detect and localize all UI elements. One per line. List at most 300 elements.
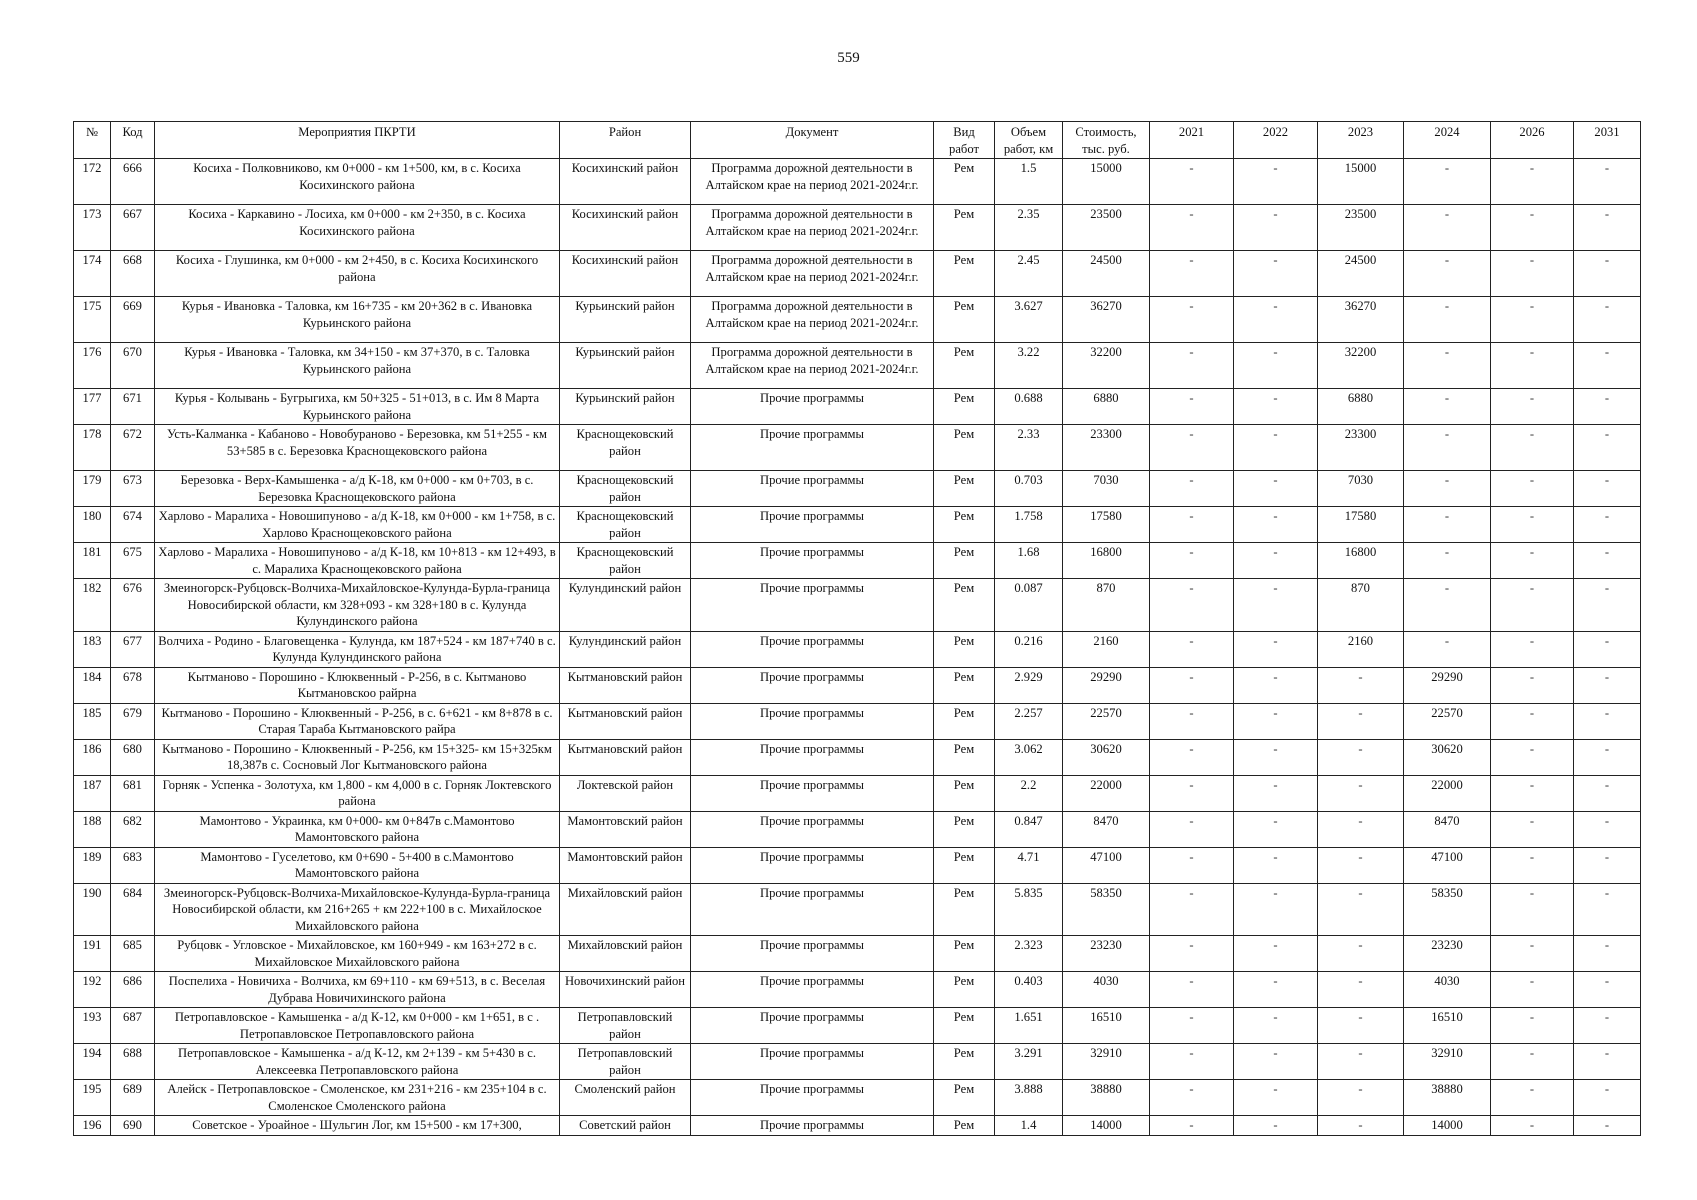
cell-2031: - — [1574, 739, 1641, 775]
cell-document: Прочие программы — [691, 543, 934, 579]
cell-cost: 30620 — [1063, 739, 1150, 775]
cell-2022: - — [1234, 579, 1318, 632]
cell-cost: 38880 — [1063, 1080, 1150, 1116]
header-2026: 2026 — [1491, 122, 1574, 159]
cell-work-type: Рем — [934, 1044, 995, 1080]
cell-document: Программа дорожной деятельности в Алтайском крае на период 2021-2024г.г. — [691, 297, 934, 343]
cell-district: Кулундинский район — [560, 579, 691, 632]
cell-2024: - — [1404, 507, 1491, 543]
cell-work-type: Рем — [934, 507, 995, 543]
cell-2026: - — [1491, 507, 1574, 543]
header-2031: 2031 — [1574, 122, 1641, 159]
cell-volume: 0.688 — [995, 389, 1063, 425]
cell-2024: - — [1404, 425, 1491, 471]
cell-2024: 47100 — [1404, 847, 1491, 883]
cell-2023: - — [1318, 1008, 1404, 1044]
cell-cost: 16800 — [1063, 543, 1150, 579]
cell-2026: - — [1491, 579, 1574, 632]
cell-code: 686 — [111, 972, 155, 1008]
cell-2031: - — [1574, 297, 1641, 343]
cell-num: 177 — [74, 389, 111, 425]
cell-2021: - — [1150, 543, 1234, 579]
cell-2021: - — [1150, 471, 1234, 507]
cell-2022: - — [1234, 1044, 1318, 1080]
cell-document: Программа дорожной деятельности в Алтайском крае на период 2021-2024г.г. — [691, 159, 934, 205]
cell-2026: - — [1491, 471, 1574, 507]
cell-work-type: Рем — [934, 847, 995, 883]
header-num: № — [74, 122, 111, 159]
cell-cost: 32200 — [1063, 343, 1150, 389]
cell-work-type: Рем — [934, 1116, 995, 1136]
cell-document: Прочие программы — [691, 703, 934, 739]
cell-work-type: Рем — [934, 205, 995, 251]
cell-cost: 23230 — [1063, 936, 1150, 972]
cell-work-type: Рем — [934, 811, 995, 847]
cell-2022: - — [1234, 811, 1318, 847]
cell-2026: - — [1491, 343, 1574, 389]
cell-2031: - — [1574, 343, 1641, 389]
cell-work-type: Рем — [934, 159, 995, 205]
cell-district: Кулундинский район — [560, 631, 691, 667]
cell-2026: - — [1491, 703, 1574, 739]
cell-2024: 32910 — [1404, 1044, 1491, 1080]
cell-cost: 47100 — [1063, 847, 1150, 883]
cell-num: 181 — [74, 543, 111, 579]
cell-2021: - — [1150, 507, 1234, 543]
cell-document: Прочие программы — [691, 1044, 934, 1080]
cell-code: 687 — [111, 1008, 155, 1044]
cell-district: Новочихинский район — [560, 972, 691, 1008]
cell-num: 192 — [74, 972, 111, 1008]
cell-2022: - — [1234, 471, 1318, 507]
cell-event: Харлово - Маралиха - Новошипуново - а/д К-18, км 10+813 - км 12+493, в с. Маралиха Краснощековского района — [155, 543, 560, 579]
table-row — [74, 1044, 1641, 1080]
cell-2023: 24500 — [1318, 251, 1404, 297]
cell-document: Программа дорожной деятельности в Алтайском крае на период 2021-2024г.г. — [691, 343, 934, 389]
cell-2023: 6880 — [1318, 389, 1404, 425]
table-row — [74, 667, 1641, 703]
cell-2023: - — [1318, 1044, 1404, 1080]
cell-code: 680 — [111, 739, 155, 775]
cell-2021: - — [1150, 1116, 1234, 1136]
cell-volume: 2.2 — [995, 775, 1063, 811]
cell-2021: - — [1150, 703, 1234, 739]
cell-event: Горняк - Успенка - Золотуха, км 1,800 - км 4,000 в с. Горняк Локтевского района — [155, 775, 560, 811]
cell-2023: - — [1318, 667, 1404, 703]
cell-2021: - — [1150, 1008, 1234, 1044]
cell-2031: - — [1574, 775, 1641, 811]
cell-event: Косиха - Каркавино - Лосиха, км 0+000 - км 2+350, в с. Косиха Косихинского района — [155, 205, 560, 251]
cell-event: Кытманово - Порошино - Клюквенный - Р-256, в с. Кытманово Кытмановскоо райрна — [155, 667, 560, 703]
cell-code: 667 — [111, 205, 155, 251]
cell-cost: 16510 — [1063, 1008, 1150, 1044]
table-row — [74, 703, 1641, 739]
cell-2021: - — [1150, 631, 1234, 667]
cell-2024: 38880 — [1404, 1080, 1491, 1116]
cell-event: Змеиногорск-Рубцовск-Волчиха-Михайловское-Кулунда-Бурла-граница Новосибирской области, км 216+265 + км 222+100 в с. Михайлоское Михайловского района — [155, 883, 560, 936]
cell-cost: 17580 — [1063, 507, 1150, 543]
table-row — [74, 297, 1641, 343]
cell-volume: 3.062 — [995, 739, 1063, 775]
cell-2026: - — [1491, 1044, 1574, 1080]
cell-district: Краснощековский район — [560, 507, 691, 543]
cell-cost: 24500 — [1063, 251, 1150, 297]
cell-2024: - — [1404, 251, 1491, 297]
cell-event: Харлово - Маралиха - Новошипуново - а/д К-18, км 0+000 - км 1+758, в с. Харлово Краснощековского района — [155, 507, 560, 543]
cell-district: Михайловский район — [560, 883, 691, 936]
cell-num: 174 — [74, 251, 111, 297]
cell-volume: 5.835 — [995, 883, 1063, 936]
cell-2023: - — [1318, 883, 1404, 936]
cell-2031: - — [1574, 159, 1641, 205]
cell-work-type: Рем — [934, 936, 995, 972]
cell-volume: 2.257 — [995, 703, 1063, 739]
cell-volume: 2.35 — [995, 205, 1063, 251]
cell-volume: 0.403 — [995, 972, 1063, 1008]
cell-work-type: Рем — [934, 425, 995, 471]
cell-document: Прочие программы — [691, 1080, 934, 1116]
cell-work-type: Рем — [934, 703, 995, 739]
cell-volume: 1.651 — [995, 1008, 1063, 1044]
cell-2024: - — [1404, 543, 1491, 579]
table-header-row — [74, 122, 1641, 159]
cell-2024: - — [1404, 579, 1491, 632]
cell-2023: 7030 — [1318, 471, 1404, 507]
cell-2031: - — [1574, 667, 1641, 703]
cell-2026: - — [1491, 1008, 1574, 1044]
cell-district: Локтевской район — [560, 775, 691, 811]
cell-2024: 4030 — [1404, 972, 1491, 1008]
cell-2031: - — [1574, 631, 1641, 667]
cell-code: 666 — [111, 159, 155, 205]
cell-work-type: Рем — [934, 343, 995, 389]
cell-2023: 23500 — [1318, 205, 1404, 251]
cell-2021: - — [1150, 425, 1234, 471]
cell-2024: 29290 — [1404, 667, 1491, 703]
cell-code: 683 — [111, 847, 155, 883]
cell-code: 677 — [111, 631, 155, 667]
cell-2031: - — [1574, 936, 1641, 972]
header-2022: 2022 — [1234, 122, 1318, 159]
cell-document: Прочие программы — [691, 972, 934, 1008]
cell-num: 183 — [74, 631, 111, 667]
cell-num: 184 — [74, 667, 111, 703]
cell-2026: - — [1491, 1116, 1574, 1136]
cell-volume: 1.4 — [995, 1116, 1063, 1136]
header-2023: 2023 — [1318, 122, 1404, 159]
cell-document: Прочие программы — [691, 1008, 934, 1044]
cell-2021: - — [1150, 739, 1234, 775]
cell-work-type: Рем — [934, 471, 995, 507]
cell-event: Петропавловское - Камышенка - а/д К-12, км 0+000 - км 1+651, в с . Петропавловское Петропавловского района — [155, 1008, 560, 1044]
cell-cost: 23500 — [1063, 205, 1150, 251]
cell-2021: - — [1150, 972, 1234, 1008]
cell-district: Смоленский район — [560, 1080, 691, 1116]
cell-code: 668 — [111, 251, 155, 297]
cell-2031: - — [1574, 251, 1641, 297]
cell-num: 178 — [74, 425, 111, 471]
header-document: Документ — [691, 122, 934, 159]
cell-volume: 3.291 — [995, 1044, 1063, 1080]
cell-2022: - — [1234, 631, 1318, 667]
cell-2023: 17580 — [1318, 507, 1404, 543]
cell-district: Косихинский район — [560, 251, 691, 297]
cell-2023: - — [1318, 811, 1404, 847]
cell-num: 191 — [74, 936, 111, 972]
cell-2024: - — [1404, 631, 1491, 667]
cell-cost: 2160 — [1063, 631, 1150, 667]
cell-2026: - — [1491, 739, 1574, 775]
cell-2022: - — [1234, 1116, 1318, 1136]
cell-volume: 1.758 — [995, 507, 1063, 543]
cell-code: 675 — [111, 543, 155, 579]
cell-code: 682 — [111, 811, 155, 847]
table-row — [74, 343, 1641, 389]
cell-volume: 2.929 — [995, 667, 1063, 703]
header-work-type: Вид работ — [934, 122, 995, 159]
cell-2021: - — [1150, 579, 1234, 632]
cell-2026: - — [1491, 425, 1574, 471]
cell-num: 185 — [74, 703, 111, 739]
cell-work-type: Рем — [934, 389, 995, 425]
cell-event: Курья - Ивановка - Таловка, км 34+150 - км 37+370, в с. Таловка Курьинского района — [155, 343, 560, 389]
cell-document: Прочие программы — [691, 667, 934, 703]
table-row — [74, 579, 1641, 632]
cell-code: 679 — [111, 703, 155, 739]
cell-2031: - — [1574, 1116, 1641, 1136]
cell-2026: - — [1491, 775, 1574, 811]
cell-num: 172 — [74, 159, 111, 205]
cell-2031: - — [1574, 1044, 1641, 1080]
table-row — [74, 425, 1641, 471]
cell-2026: - — [1491, 667, 1574, 703]
cell-event: Рубцовк - Угловское - Михайловское, км 160+949 - км 163+272 в с. Михайловское Михайловского района — [155, 936, 560, 972]
cell-district: Михайловский район — [560, 936, 691, 972]
cell-code: 690 — [111, 1116, 155, 1136]
cell-2031: - — [1574, 1008, 1641, 1044]
cell-2031: - — [1574, 471, 1641, 507]
cell-2022: - — [1234, 847, 1318, 883]
header-2021: 2021 — [1150, 122, 1234, 159]
cell-2023: - — [1318, 847, 1404, 883]
cell-district: Петропавловский район — [560, 1008, 691, 1044]
cell-2021: - — [1150, 775, 1234, 811]
cell-district: Косихинский район — [560, 205, 691, 251]
cell-code: 684 — [111, 883, 155, 936]
cell-num: 195 — [74, 1080, 111, 1116]
cell-2021: - — [1150, 936, 1234, 972]
cell-num: 186 — [74, 739, 111, 775]
cell-document: Прочие программы — [691, 507, 934, 543]
cell-2021: - — [1150, 811, 1234, 847]
cell-cost: 7030 — [1063, 471, 1150, 507]
cell-code: 674 — [111, 507, 155, 543]
cell-2022: - — [1234, 159, 1318, 205]
cell-2022: - — [1234, 343, 1318, 389]
cell-2024: 8470 — [1404, 811, 1491, 847]
cell-2022: - — [1234, 739, 1318, 775]
cell-district: Курьинский район — [560, 389, 691, 425]
cell-document: Прочие программы — [691, 847, 934, 883]
table-row — [74, 205, 1641, 251]
cell-2031: - — [1574, 579, 1641, 632]
cell-num: 196 — [74, 1116, 111, 1136]
cell-work-type: Рем — [934, 251, 995, 297]
cell-num: 182 — [74, 579, 111, 632]
cell-2022: - — [1234, 775, 1318, 811]
cell-document: Прочие программы — [691, 739, 934, 775]
cell-2022: - — [1234, 703, 1318, 739]
cell-2024: 14000 — [1404, 1116, 1491, 1136]
cell-2026: - — [1491, 251, 1574, 297]
cell-event: Усть-Калманка - Кабаново - Новобураново - Березовка, км 51+255 - км 53+585 в с. Березовка Краснощековского района — [155, 425, 560, 471]
cell-2021: - — [1150, 205, 1234, 251]
header-district: Район — [560, 122, 691, 159]
cell-2026: - — [1491, 1080, 1574, 1116]
cell-code: 678 — [111, 667, 155, 703]
cell-district: Краснощековский район — [560, 471, 691, 507]
cell-event: Кытманово - Порошино - Клюквенный - Р-256, км 15+325- км 15+325км 18,387в с. Сосновый Лог Кытмановского района — [155, 739, 560, 775]
cell-district: Мамонтовский район — [560, 847, 691, 883]
cell-work-type: Рем — [934, 667, 995, 703]
cell-2021: - — [1150, 251, 1234, 297]
cell-num: 180 — [74, 507, 111, 543]
cell-volume: 1.68 — [995, 543, 1063, 579]
cell-volume: 0.216 — [995, 631, 1063, 667]
table-row — [74, 811, 1641, 847]
cell-2022: - — [1234, 1008, 1318, 1044]
cell-cost: 15000 — [1063, 159, 1150, 205]
header-cost: Стоимость, тыс. руб. — [1063, 122, 1150, 159]
cell-document: Прочие программы — [691, 936, 934, 972]
cell-district: Кытмановский район — [560, 739, 691, 775]
table-row — [74, 883, 1641, 936]
cell-2024: - — [1404, 297, 1491, 343]
cell-2023: 32200 — [1318, 343, 1404, 389]
cell-2023: - — [1318, 1080, 1404, 1116]
cell-num: 187 — [74, 775, 111, 811]
cell-2026: - — [1491, 389, 1574, 425]
cell-work-type: Рем — [934, 579, 995, 632]
cell-district: Кытмановский район — [560, 667, 691, 703]
table-row — [74, 507, 1641, 543]
cell-2026: - — [1491, 297, 1574, 343]
cell-code: 676 — [111, 579, 155, 632]
cell-2026: - — [1491, 972, 1574, 1008]
cell-district: Курьинский район — [560, 297, 691, 343]
cell-2024: - — [1404, 471, 1491, 507]
cell-event: Курья - Ивановка - Таловка, км 16+735 - км 20+362 в с. Ивановка Курьинского района — [155, 297, 560, 343]
cell-2031: - — [1574, 425, 1641, 471]
cell-volume: 3.22 — [995, 343, 1063, 389]
cell-volume: 1.5 — [995, 159, 1063, 205]
cell-num: 179 — [74, 471, 111, 507]
cell-2023: - — [1318, 972, 1404, 1008]
cell-document: Прочие программы — [691, 811, 934, 847]
cell-num: 176 — [74, 343, 111, 389]
cell-document: Прочие программы — [691, 579, 934, 632]
table-row — [74, 251, 1641, 297]
cell-2024: 22570 — [1404, 703, 1491, 739]
cell-cost: 36270 — [1063, 297, 1150, 343]
cell-document: Прочие программы — [691, 389, 934, 425]
table-row — [74, 159, 1641, 205]
cell-code: 685 — [111, 936, 155, 972]
table-row — [74, 1116, 1641, 1136]
cell-2023: 36270 — [1318, 297, 1404, 343]
cell-code: 673 — [111, 471, 155, 507]
cell-2023: - — [1318, 775, 1404, 811]
cell-event: Мамонтово - Гуселетово, км 0+690 - 5+400 в с.Мамонтово Мамонтовского района — [155, 847, 560, 883]
cell-2031: - — [1574, 972, 1641, 1008]
cell-2031: - — [1574, 703, 1641, 739]
cell-num: 190 — [74, 883, 111, 936]
cell-num: 193 — [74, 1008, 111, 1044]
cell-document: Прочие программы — [691, 631, 934, 667]
cell-document: Прочие программы — [691, 425, 934, 471]
cell-document: Прочие программы — [691, 883, 934, 936]
cell-2031: - — [1574, 883, 1641, 936]
cell-cost: 4030 — [1063, 972, 1150, 1008]
cell-2031: - — [1574, 205, 1641, 251]
cell-district: Косихинский район — [560, 159, 691, 205]
cell-2024: - — [1404, 389, 1491, 425]
cell-2023: - — [1318, 1116, 1404, 1136]
cell-2026: - — [1491, 847, 1574, 883]
cell-2031: - — [1574, 1080, 1641, 1116]
cell-2021: - — [1150, 343, 1234, 389]
cell-2031: - — [1574, 507, 1641, 543]
cell-num: 173 — [74, 205, 111, 251]
cell-2026: - — [1491, 811, 1574, 847]
cell-2023: - — [1318, 703, 1404, 739]
cell-district: Краснощековский район — [560, 543, 691, 579]
header-code: Код — [111, 122, 155, 159]
cell-2021: - — [1150, 297, 1234, 343]
cell-work-type: Рем — [934, 1008, 995, 1044]
cell-event: Кытманово - Порошино - Клюквенный - Р-256, в с. 6+621 - км 8+878 в с. Старая Тараба Кытмановского райра — [155, 703, 560, 739]
cell-event: Березовка - Верх-Камышенка - а/д К-18, км 0+000 - км 0+703, в с. Березовка Краснощековского района — [155, 471, 560, 507]
cell-event: Змеиногорск-Рубцовск-Волчиха-Михайловское-Кулунда-Бурла-граница Новосибирской области, км 328+093 - км 328+180 в с. Кулунда Кулундинского района — [155, 579, 560, 632]
cell-document: Прочие программы — [691, 471, 934, 507]
cell-code: 669 — [111, 297, 155, 343]
cell-code: 672 — [111, 425, 155, 471]
cell-work-type: Рем — [934, 1080, 995, 1116]
cell-2024: 58350 — [1404, 883, 1491, 936]
table-row — [74, 936, 1641, 972]
cell-volume: 2.45 — [995, 251, 1063, 297]
cell-2026: - — [1491, 205, 1574, 251]
cell-2026: - — [1491, 631, 1574, 667]
cell-volume: 2.323 — [995, 936, 1063, 972]
cell-cost: 22570 — [1063, 703, 1150, 739]
cell-2021: - — [1150, 1044, 1234, 1080]
cell-code: 670 — [111, 343, 155, 389]
cell-2022: - — [1234, 972, 1318, 1008]
header-event: Мероприятия ПКРТИ — [155, 122, 560, 159]
cell-2026: - — [1491, 543, 1574, 579]
cell-event: Волчиха - Родино - Благовещенка - Кулунда, км 187+524 - км 187+740 в с. Кулунда Кулундинского района — [155, 631, 560, 667]
pkrti-table — [73, 121, 1641, 1136]
table-row — [74, 972, 1641, 1008]
page-number: 559 — [837, 50, 860, 66]
table-row — [74, 543, 1641, 579]
cell-event: Косиха - Глушинка, км 0+000 - км 2+450, в с. Косиха Косихинского района — [155, 251, 560, 297]
cell-code: 671 — [111, 389, 155, 425]
cell-num: 175 — [74, 297, 111, 343]
cell-num: 189 — [74, 847, 111, 883]
cell-2026: - — [1491, 936, 1574, 972]
